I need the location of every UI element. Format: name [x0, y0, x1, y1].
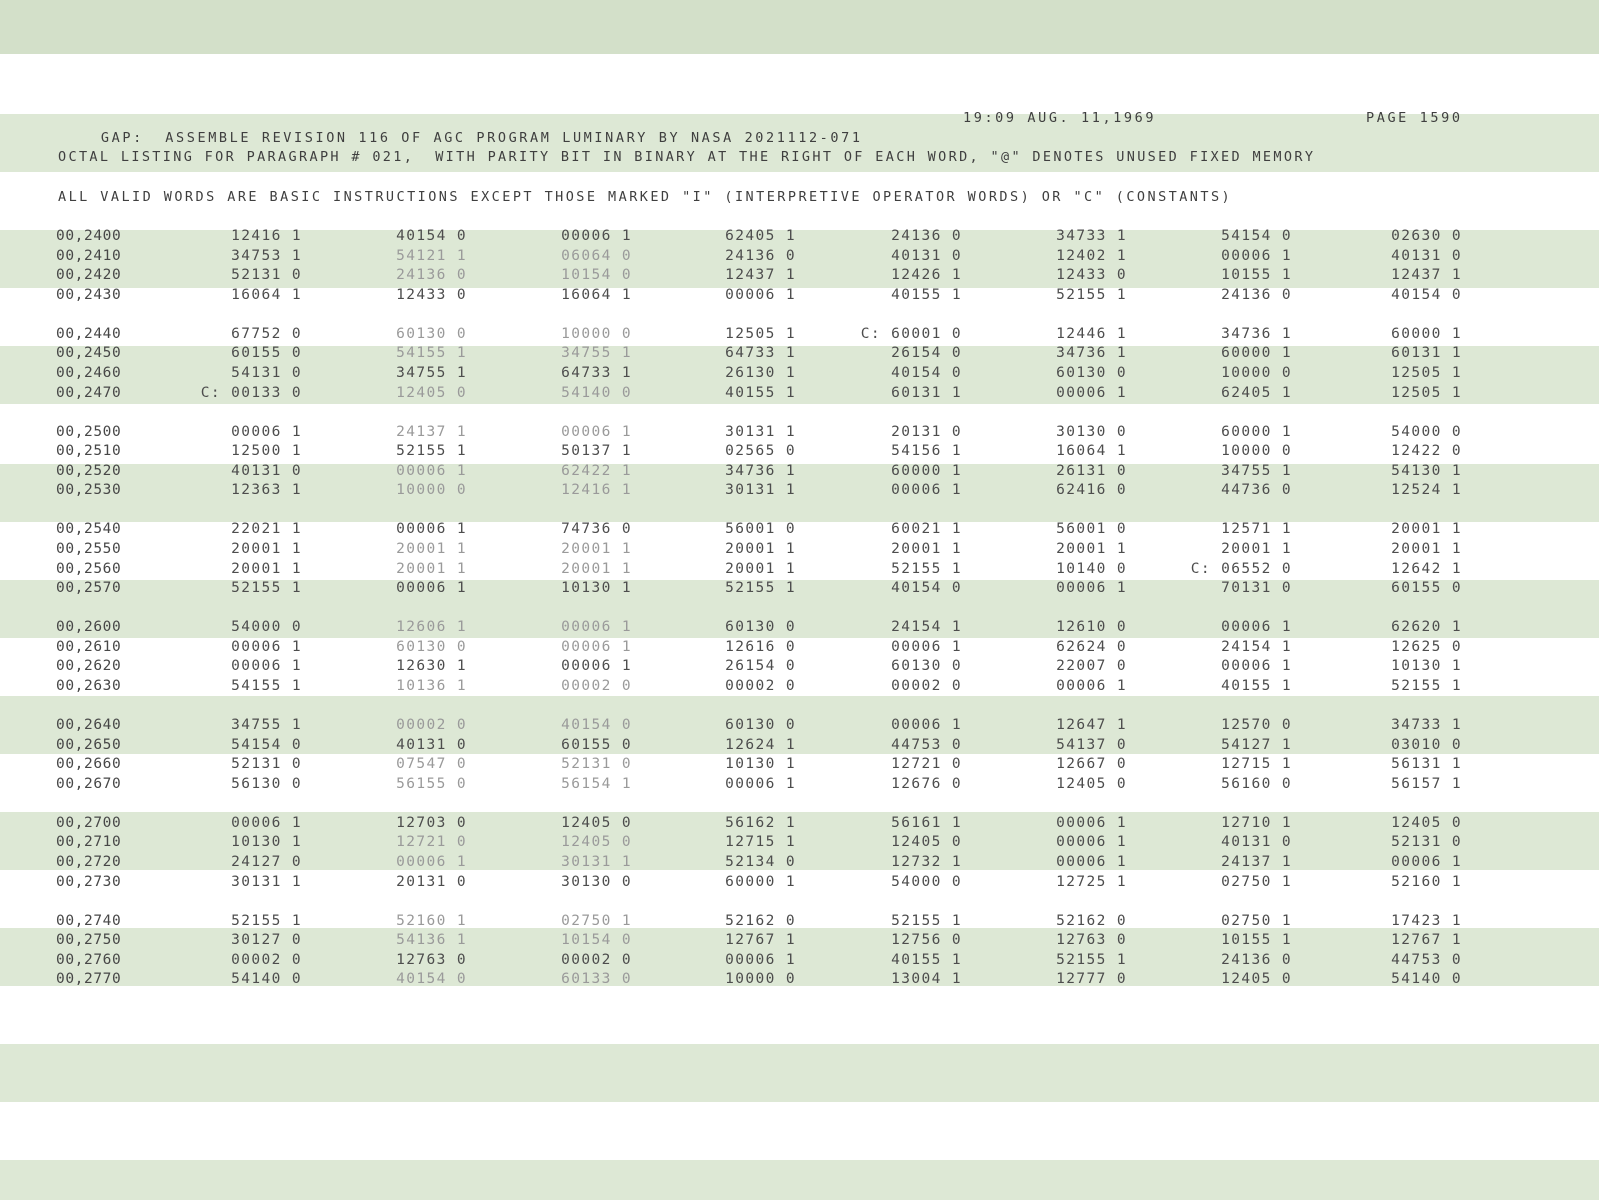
- octal-word: 52155 1: [1391, 678, 1462, 694]
- octal-word: 00006 1: [561, 423, 632, 440]
- octal-word: 12571 1: [1221, 521, 1292, 538]
- octal-word: 74736 0: [561, 521, 632, 538]
- octal-word: 30131 1: [561, 854, 632, 870]
- octal-word: 12405 0: [1056, 775, 1127, 792]
- octal-word: 10000 0: [725, 971, 796, 988]
- octal-word: 52160 1: [1391, 873, 1462, 890]
- octal-word: C: 06552 0: [1190, 560, 1292, 577]
- octal-word: 52160 1: [396, 912, 467, 929]
- memory-address: 00,2540: [56, 521, 122, 538]
- octal-word: 00006 1: [231, 658, 302, 675]
- octal-word: 00006 1: [1221, 619, 1292, 636]
- octal-word: 12405 0: [1391, 814, 1462, 831]
- octal-word: 12715 1: [725, 834, 796, 851]
- octal-word: 54155 1: [396, 345, 467, 362]
- octal-word: 12524 1: [1391, 482, 1462, 499]
- octal-word: 24136 0: [1221, 951, 1292, 968]
- octal-word: 34733 1: [1391, 717, 1462, 733]
- octal-word: 12426 1: [891, 267, 962, 284]
- octal-word: 64733 1: [725, 345, 796, 362]
- octal-word: 12703 0: [396, 814, 467, 831]
- octal-word: 12405 0: [561, 814, 632, 831]
- octal-word: 26154 0: [725, 658, 796, 675]
- octal-word: 00002 0: [725, 678, 796, 694]
- octal-word: 12756 0: [891, 932, 962, 949]
- octal-word: 00002 0: [396, 717, 467, 733]
- octal-word: 20001 1: [1391, 521, 1462, 538]
- octal-word: 00006 1: [396, 580, 467, 597]
- octal-word: 56160 0: [1221, 775, 1292, 792]
- octal-word: 52134 0: [725, 854, 796, 870]
- octal-word: 30131 1: [725, 423, 796, 440]
- memory-address: 00,2700: [56, 814, 122, 831]
- octal-word: 12416 1: [561, 482, 632, 499]
- octal-word: 00006 1: [1056, 384, 1127, 401]
- octal-word: 62422 1: [561, 462, 632, 479]
- octal-word: 10000 0: [1221, 365, 1292, 381]
- octal-word: 17423 1: [1391, 912, 1462, 929]
- octal-word: 34736 1: [1221, 325, 1292, 342]
- octal-word: 20001 1: [1391, 541, 1462, 557]
- octal-word: 12676 0: [891, 775, 962, 792]
- assembly-date: 19:09 AUG. 11,1969: [963, 110, 1157, 126]
- octal-word: 20131 0: [396, 873, 467, 890]
- octal-word: 00006 1: [1056, 580, 1127, 597]
- octal-word: 40131 0: [1391, 247, 1462, 264]
- octal-word: 56157 1: [1391, 775, 1462, 792]
- memory-address: 00,2400: [56, 228, 122, 244]
- octal-word: 12606 1: [396, 619, 467, 636]
- octal-word: 52131 0: [231, 756, 302, 773]
- memory-address: 00,2420: [56, 267, 122, 284]
- octal-word: 40131 0: [891, 247, 962, 264]
- octal-word: 20001 1: [231, 541, 302, 557]
- octal-word: 12405 0: [396, 384, 467, 401]
- header-line-2: OCTAL LISTING FOR PARAGRAPH # 021, WITH PARITY BIT IN BINARY AT THE RIGHT OF EACH WORD, "@" DENOTES UNUSED FIXED MEMORY: [58, 149, 1316, 165]
- octal-word: 62416 0: [1056, 482, 1127, 499]
- octal-word: 52155 1: [1056, 951, 1127, 968]
- octal-word: 00006 1: [231, 638, 302, 655]
- octal-word: 12405 0: [561, 834, 632, 851]
- octal-word: 60155 0: [561, 736, 632, 753]
- octal-word: 30130 0: [1056, 423, 1127, 440]
- octal-word: 52155 1: [725, 580, 796, 597]
- octal-word: 64733 1: [561, 365, 632, 381]
- octal-word: 12642 1: [1391, 560, 1462, 577]
- octal-word: 70131 0: [1221, 580, 1292, 597]
- octal-word: 40131 0: [231, 462, 302, 479]
- memory-address: 00,2560: [56, 560, 122, 577]
- octal-word: 10000 0: [561, 325, 632, 342]
- octal-word: 56001 0: [725, 521, 796, 538]
- octal-word: 52155 1: [231, 912, 302, 929]
- octal-word: 00006 1: [1056, 814, 1127, 831]
- octal-word: 12437 1: [725, 267, 796, 284]
- octal-word: 60133 0: [561, 971, 632, 988]
- octal-word: 40154 0: [1391, 286, 1462, 303]
- octal-word: 02750 1: [1221, 873, 1292, 890]
- octal-word: 34755 1: [396, 365, 467, 381]
- octal-word: 00006 1: [1056, 834, 1127, 851]
- octal-word: 50137 1: [561, 443, 632, 460]
- octal-word: 20001 1: [561, 541, 632, 557]
- octal-word: 60155 0: [231, 345, 302, 362]
- memory-address: 00,2770: [56, 971, 122, 988]
- octal-word: 34733 1: [1056, 228, 1127, 244]
- octal-word: 56161 1: [891, 814, 962, 831]
- memory-address: 00,2630: [56, 678, 122, 694]
- octal-word: 52131 0: [561, 756, 632, 773]
- octal-word: 56154 1: [561, 775, 632, 792]
- memory-address: 00,2410: [56, 247, 122, 264]
- octal-word: 60130 0: [891, 658, 962, 675]
- memory-address: 00,2610: [56, 638, 122, 655]
- memory-address: 00,2740: [56, 912, 122, 929]
- octal-word: 60000 1: [891, 462, 962, 479]
- octal-word: 54140 0: [1391, 971, 1462, 988]
- octal-word: 30130 0: [561, 873, 632, 890]
- octal-word: 60130 0: [725, 717, 796, 733]
- octal-word: 62620 1: [1391, 619, 1462, 636]
- octal-word: 40155 1: [891, 286, 962, 303]
- octal-word: 12721 0: [396, 834, 467, 851]
- octal-word: 40131 0: [396, 736, 467, 753]
- octal-word: 60000 1: [1221, 345, 1292, 362]
- octal-word: 00006 1: [1221, 247, 1292, 264]
- octal-word: 00002 0: [561, 951, 632, 968]
- octal-word: 12763 0: [1056, 932, 1127, 949]
- octal-word: 00006 1: [1221, 658, 1292, 675]
- octal-word: 24136 0: [891, 228, 962, 244]
- octal-word: 10155 1: [1221, 932, 1292, 949]
- octal-word: 12715 1: [1221, 756, 1292, 773]
- octal-word: 30131 1: [725, 482, 796, 499]
- octal-word: 12721 0: [891, 756, 962, 773]
- memory-address: 00,2430: [56, 286, 122, 303]
- octal-word: 60000 1: [1221, 423, 1292, 440]
- octal-word: 20001 1: [396, 541, 467, 557]
- octal-word: 26154 0: [891, 345, 962, 362]
- octal-word: 40154 0: [396, 971, 467, 988]
- octal-word: 60130 0: [725, 619, 796, 636]
- octal-word: 44753 0: [1391, 951, 1462, 968]
- octal-word: 54140 0: [231, 971, 302, 988]
- memory-address: 00,2760: [56, 951, 122, 968]
- octal-word: 60131 1: [891, 384, 962, 401]
- octal-word: 54121 1: [396, 247, 467, 264]
- octal-word: 10140 0: [1056, 560, 1127, 577]
- octal-word: 60155 0: [1391, 580, 1462, 597]
- octal-word: 00006 1: [561, 638, 632, 655]
- octal-word: 52131 0: [1391, 834, 1462, 851]
- octal-word: 24137 1: [1221, 854, 1292, 870]
- octal-word: 12433 0: [1056, 267, 1127, 284]
- page-number: PAGE 1590: [1366, 110, 1463, 126]
- memory-address: 00,2570: [56, 580, 122, 597]
- octal-word: 22007 0: [1056, 658, 1127, 675]
- octal-word: 12570 0: [1221, 717, 1292, 733]
- octal-word: 40154 0: [561, 717, 632, 733]
- octal-word: 24136 0: [725, 247, 796, 264]
- octal-word: 10130 1: [1391, 658, 1462, 675]
- octal-word: 24154 1: [1221, 638, 1292, 655]
- octal-word: 12363 1: [231, 482, 302, 499]
- octal-word: 02750 1: [561, 912, 632, 929]
- octal-word: 12647 1: [1056, 717, 1127, 733]
- octal-word: 00006 1: [561, 619, 632, 636]
- memory-address: 00,2470: [56, 384, 122, 401]
- octal-word: 60130 0: [396, 325, 467, 342]
- octal-word: 44753 0: [891, 736, 962, 753]
- octal-word: 40154 0: [891, 580, 962, 597]
- octal-word: 54154 0: [1221, 228, 1292, 244]
- octal-word: 20001 1: [1056, 541, 1127, 557]
- octal-word: 52155 1: [1056, 286, 1127, 303]
- header-line-3: ALL VALID WORDS ARE BASIC INSTRUCTIONS EXCEPT THOSE MARKED "I" (INTERPRETIVE OPERATOR WORDS) OR "C" (CONSTANTS): [58, 189, 1233, 205]
- memory-address: 00,2510: [56, 443, 122, 460]
- octal-word: 62405 1: [725, 228, 796, 244]
- octal-word: 00002 0: [561, 678, 632, 694]
- octal-word: 54137 0: [1056, 736, 1127, 753]
- octal-word: 20001 1: [891, 541, 962, 557]
- octal-word: C: 60001 0: [860, 325, 962, 342]
- octal-word: 00006 1: [561, 658, 632, 675]
- octal-word: 60130 0: [396, 638, 467, 655]
- octal-word: 60131 1: [1391, 345, 1462, 362]
- octal-word: 44736 0: [1221, 482, 1292, 499]
- octal-word: 10154 0: [561, 267, 632, 284]
- octal-word: 52155 1: [231, 580, 302, 597]
- octal-word: 00006 1: [891, 482, 962, 499]
- octal-word: 34753 1: [231, 247, 302, 264]
- octal-word: 12763 0: [396, 951, 467, 968]
- octal-word: 12500 1: [231, 443, 302, 460]
- memory-address: 00,2450: [56, 345, 122, 362]
- octal-word: 22021 1: [231, 521, 302, 538]
- octal-word: 30131 1: [231, 873, 302, 890]
- octal-word: 40155 1: [891, 951, 962, 968]
- octal-word: 24154 1: [891, 619, 962, 636]
- octal-word: 10000 0: [1221, 443, 1292, 460]
- octal-word: 06064 0: [561, 247, 632, 264]
- octal-word: 54140 0: [561, 384, 632, 401]
- octal-word: 56001 0: [1056, 521, 1127, 538]
- octal-word: 16064 1: [231, 286, 302, 303]
- octal-word: 00006 1: [891, 638, 962, 655]
- octal-word: 52162 0: [1056, 912, 1127, 929]
- octal-word: 20001 1: [396, 560, 467, 577]
- octal-word: 20131 0: [891, 423, 962, 440]
- octal-word: 12433 0: [396, 286, 467, 303]
- octal-word: 26130 1: [725, 365, 796, 381]
- memory-address: 00,2530: [56, 482, 122, 499]
- octal-word: 10130 1: [725, 756, 796, 773]
- octal-word: 67752 0: [231, 325, 302, 342]
- octal-word: 56130 0: [231, 775, 302, 792]
- octal-word: 00002 0: [891, 678, 962, 694]
- octal-word: 60000 1: [1391, 325, 1462, 342]
- header-line-1: [58, 108, 1463, 146]
- octal-word: 02630 0: [1391, 228, 1462, 244]
- octal-word: 10154 0: [561, 932, 632, 949]
- octal-word: 12625 0: [1391, 638, 1462, 655]
- octal-word: 00006 1: [396, 521, 467, 538]
- memory-address: 00,2520: [56, 462, 122, 479]
- octal-word: 20001 1: [561, 560, 632, 577]
- octal-word: 52162 0: [725, 912, 796, 929]
- octal-word: 12767 1: [1391, 932, 1462, 949]
- octal-word: 60130 0: [1056, 365, 1127, 381]
- memory-address: 00,2750: [56, 932, 122, 949]
- octal-word: 12732 1: [891, 854, 962, 870]
- octal-word: 62624 0: [1056, 638, 1127, 655]
- octal-word: 12667 0: [1056, 756, 1127, 773]
- octal-word: 34736 1: [725, 462, 796, 479]
- octal-word: 03010 0: [1391, 736, 1462, 753]
- octal-word: 12505 1: [725, 325, 796, 342]
- octal-word: 54155 1: [231, 678, 302, 694]
- octal-word: 54156 1: [891, 443, 962, 460]
- octal-word: 12616 0: [725, 638, 796, 655]
- octal-word: 62405 1: [1221, 384, 1292, 401]
- octal-word: 12725 1: [1056, 873, 1127, 890]
- octal-word: 54136 1: [396, 932, 467, 949]
- memory-address: 00,2650: [56, 736, 122, 753]
- octal-word: 34736 1: [1056, 345, 1127, 362]
- octal-word: 60000 1: [725, 873, 796, 890]
- octal-word: 02565 0: [725, 443, 796, 460]
- octal-word: 52155 1: [396, 443, 467, 460]
- octal-word: 54131 0: [231, 365, 302, 381]
- memory-address: 00,2710: [56, 834, 122, 851]
- octal-word: 30127 0: [231, 932, 302, 949]
- octal-word: 12777 0: [1056, 971, 1127, 988]
- octal-word: 20001 1: [231, 560, 302, 577]
- memory-address: 00,2550: [56, 541, 122, 557]
- octal-word: 54154 0: [231, 736, 302, 753]
- memory-address: 00,2730: [56, 873, 122, 890]
- octal-word: 12610 0: [1056, 619, 1127, 636]
- octal-word: 40154 0: [396, 228, 467, 244]
- octal-word: 24137 1: [396, 423, 467, 440]
- octal-word: 52155 1: [891, 912, 962, 929]
- octal-word: 10130 1: [561, 580, 632, 597]
- octal-word: 20001 1: [725, 541, 796, 557]
- memory-address: 00,2620: [56, 658, 122, 675]
- octal-word: 12405 0: [891, 834, 962, 851]
- octal-word: 10155 1: [1221, 267, 1292, 284]
- octal-word: 40155 1: [1221, 678, 1292, 694]
- octal-word: 56131 1: [1391, 756, 1462, 773]
- octal-word: 12767 1: [725, 932, 796, 949]
- octal-word: 00006 1: [1391, 854, 1462, 870]
- octal-word: 12437 1: [1391, 267, 1462, 284]
- octal-word: 10130 1: [231, 834, 302, 851]
- octal-word: 00006 1: [1056, 678, 1127, 694]
- octal-word: 40131 0: [1221, 834, 1292, 851]
- octal-word: 00006 1: [396, 854, 467, 870]
- octal-word: 54000 0: [891, 873, 962, 890]
- octal-word: 12630 1: [396, 658, 467, 675]
- memory-address: 00,2660: [56, 756, 122, 773]
- octal-word: 00002 0: [231, 951, 302, 968]
- octal-word: 34755 1: [231, 717, 302, 733]
- octal-word: 02750 1: [1221, 912, 1292, 929]
- octal-word: 16064 1: [561, 286, 632, 303]
- memory-address: 00,2720: [56, 854, 122, 870]
- octal-word: 16064 1: [1056, 443, 1127, 460]
- octal-word: 00006 1: [725, 775, 796, 792]
- octal-word: C: 00133 0: [200, 384, 302, 401]
- octal-word: 52155 1: [891, 560, 962, 577]
- memory-address: 00,2670: [56, 775, 122, 792]
- octal-word: 12505 1: [1391, 365, 1462, 381]
- octal-word: 00006 1: [561, 228, 632, 244]
- octal-word: 54000 0: [231, 619, 302, 636]
- octal-word: 00006 1: [231, 423, 302, 440]
- octal-word: 12710 1: [1221, 814, 1292, 831]
- octal-word: 10136 1: [396, 678, 467, 694]
- octal-word: 12446 1: [1056, 325, 1127, 342]
- octal-word: 34755 1: [1221, 462, 1292, 479]
- octal-word: 24136 0: [396, 267, 467, 284]
- octal-word: 00006 1: [891, 717, 962, 733]
- octal-word: 52131 0: [231, 267, 302, 284]
- octal-word: 12505 1: [1391, 384, 1462, 401]
- octal-word: 20001 1: [1221, 541, 1292, 557]
- assembly-title: GAP: ASSEMBLE REVISION 116 OF AGC PROGRAM LUMINARY BY NASA 2021112-071: [100, 130, 863, 146]
- octal-word: 40154 0: [891, 365, 962, 381]
- memory-address: 00,2460: [56, 365, 122, 381]
- octal-word: 26131 0: [1056, 462, 1127, 479]
- octal-word: 60021 1: [891, 521, 962, 538]
- memory-address: 00,2440: [56, 325, 122, 342]
- octal-word: 12416 1: [231, 228, 302, 244]
- octal-word: 12624 1: [725, 736, 796, 753]
- octal-word: 54127 1: [1221, 736, 1292, 753]
- octal-word: 56162 1: [725, 814, 796, 831]
- octal-word: 40155 1: [725, 384, 796, 401]
- octal-word: 24136 0: [1221, 286, 1292, 303]
- octal-word: 12405 0: [1221, 971, 1292, 988]
- memory-address: 00,2600: [56, 619, 122, 636]
- octal-word: 34755 1: [561, 345, 632, 362]
- octal-word: 54000 0: [1391, 423, 1462, 440]
- octal-word: 56155 0: [396, 775, 467, 792]
- memory-address: 00,2640: [56, 717, 122, 733]
- octal-word: 24127 0: [231, 854, 302, 870]
- memory-address: 00,2500: [56, 423, 122, 440]
- octal-word: 07547 0: [396, 756, 467, 773]
- octal-word: 00006 1: [725, 286, 796, 303]
- octal-word: 00006 1: [725, 951, 796, 968]
- octal-word: 10000 0: [396, 482, 467, 499]
- octal-word: 12422 0: [1391, 443, 1462, 460]
- octal-word: 13004 1: [891, 971, 962, 988]
- octal-word: 12402 1: [1056, 247, 1127, 264]
- octal-word: 54130 1: [1391, 462, 1462, 479]
- octal-word: 20001 1: [725, 560, 796, 577]
- octal-word: 00006 1: [396, 462, 467, 479]
- octal-word: 00006 1: [1056, 854, 1127, 870]
- octal-word: 00006 1: [231, 814, 302, 831]
